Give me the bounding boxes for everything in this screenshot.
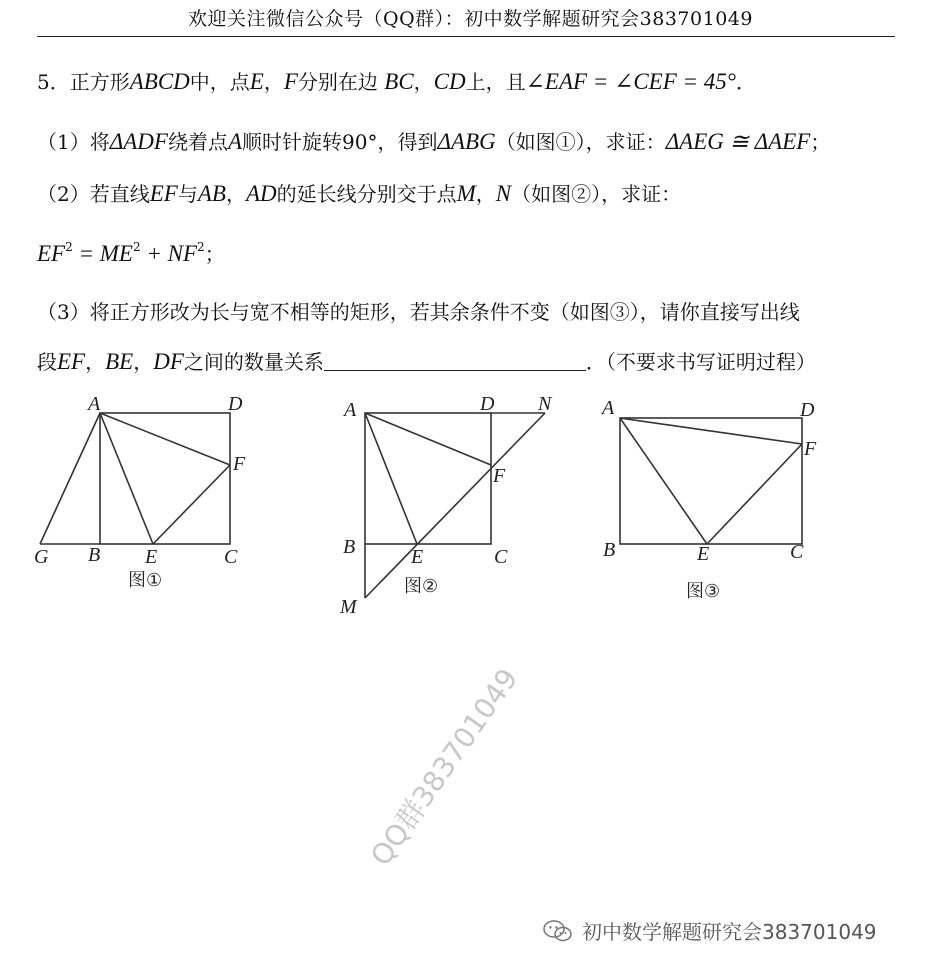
- text: 段: [37, 350, 57, 374]
- label-b: B: [88, 544, 101, 566]
- superscript: 2: [132, 240, 141, 254]
- wechat-icon: [542, 919, 574, 943]
- figure-2-caption: 图②: [404, 576, 439, 597]
- math-ab: AB: [197, 181, 226, 206]
- text: 中，点: [189, 70, 250, 94]
- text: 与: [177, 182, 198, 206]
- label-f: F: [233, 453, 246, 475]
- math-be: BE: [105, 349, 134, 374]
- footer-text: 初中数学解题研究会383701049: [582, 920, 877, 944]
- text: 上，且: [465, 70, 526, 94]
- text: ．: [736, 70, 756, 94]
- problem-number: 5．: [37, 70, 70, 94]
- label-a: A: [344, 399, 357, 421]
- math-e: E: [249, 69, 264, 94]
- figure-1-caption: 图①: [128, 570, 163, 591]
- label-d: D: [228, 393, 243, 415]
- label-g: G: [34, 546, 49, 568]
- text: 绕着点: [167, 130, 228, 154]
- text: ；: [810, 130, 831, 154]
- text: ，: [133, 350, 154, 374]
- math-nf: + NF: [140, 241, 198, 266]
- text: ，: [225, 182, 246, 206]
- text: ，: [413, 70, 434, 94]
- math-f: F: [283, 69, 298, 94]
- math-ad: AD: [245, 181, 277, 206]
- text: 正方形: [69, 70, 130, 94]
- text: 分别在边: [297, 70, 378, 94]
- label-m: M: [340, 596, 357, 618]
- text: 之间的数量关系: [183, 350, 324, 374]
- text: （3）将正方形改为长与宽不相等的矩形，若其余条件不变（如图③），请你直接写出线: [37, 300, 800, 324]
- label-b: B: [343, 536, 356, 558]
- math-df: DF: [153, 349, 184, 374]
- label-n: N: [538, 393, 552, 415]
- label-a: A: [88, 393, 101, 415]
- text: ；: [204, 242, 225, 266]
- figure-3-caption: 图③: [686, 581, 721, 602]
- label-a: A: [602, 397, 615, 419]
- math-m: M: [456, 181, 476, 206]
- superscript: 2: [197, 240, 205, 254]
- label-c: C: [224, 546, 238, 568]
- math-ef: EF: [57, 349, 86, 374]
- watermark-text: QQ群383701049: [364, 662, 525, 872]
- math-tri-abg: ΔABG: [437, 129, 496, 154]
- text: ．（不要求书写证明过程）: [585, 350, 816, 374]
- text: 的延长线分别交于点: [276, 182, 457, 206]
- math-ef: EF: [149, 181, 178, 206]
- label-f: F: [804, 438, 817, 460]
- math-n: N: [495, 181, 512, 206]
- figure-1: [40, 413, 230, 544]
- superscript: 2: [65, 240, 73, 254]
- text: ，: [85, 350, 106, 374]
- label-b: B: [603, 539, 616, 561]
- page-header: 欢迎关注微信公众号（QQ群）：初中数学解题研究会383701049: [188, 8, 753, 30]
- text: 顺时针旋转90°，得到: [242, 130, 438, 154]
- label-d: D: [800, 399, 815, 421]
- math-cd: CD: [433, 69, 466, 94]
- math-abcd: ABCD: [129, 69, 190, 94]
- text: （1）将: [37, 130, 110, 154]
- angle-condition: ∠EAF = ∠CEF = 45°: [525, 69, 736, 94]
- math-congruence: ΔAEG ≅ ΔAEF: [665, 129, 811, 154]
- figure-3: [620, 418, 802, 544]
- text: ，: [263, 70, 284, 94]
- text: ，: [475, 182, 496, 206]
- label-d: D: [480, 393, 495, 415]
- text: （2）若直线: [37, 182, 150, 206]
- math-tri-adf: ΔADF: [109, 129, 168, 154]
- math-ef: EF: [37, 241, 66, 266]
- label-f: F: [493, 465, 506, 487]
- label-e: E: [697, 543, 710, 565]
- label-e: E: [411, 546, 424, 568]
- math-a: A: [227, 129, 243, 154]
- text: （如图②），求证：: [511, 182, 682, 206]
- text: （如图①），求证：: [495, 130, 666, 154]
- label-e: E: [145, 546, 158, 568]
- footer-brand: [542, 916, 877, 945]
- label-c: C: [790, 541, 804, 563]
- math-me: = ME: [72, 241, 133, 266]
- math-bc: BC: [384, 69, 414, 94]
- figure-2: [365, 413, 545, 598]
- label-c: C: [494, 546, 508, 568]
